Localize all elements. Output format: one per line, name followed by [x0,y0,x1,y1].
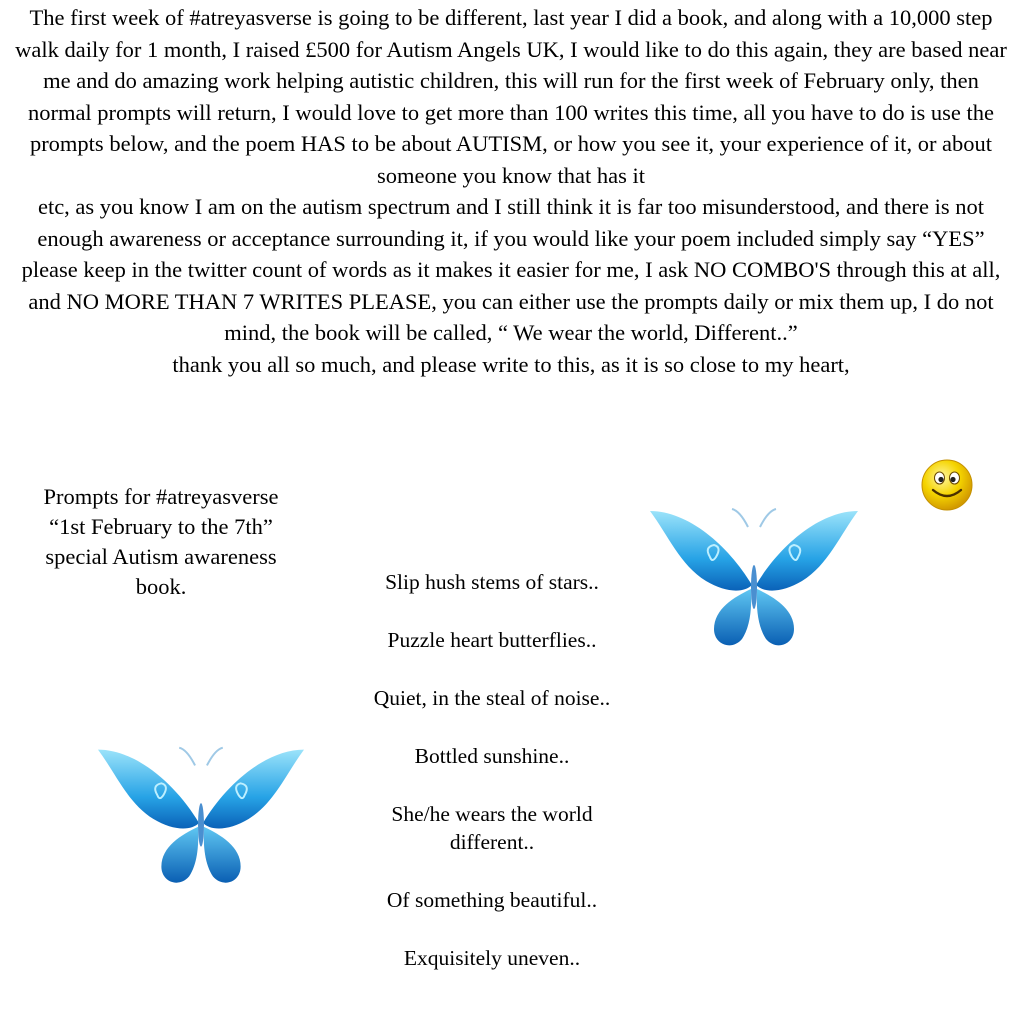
heading-line-3: special Autism awareness [45,544,277,569]
intro-text [14,2,1008,380]
intro-paragraph-3: thank you all so much, and please write to this, as it is so close to my heart, [172,351,850,377]
intro-paragraph-2: etc, as you know I am on the autism spectrum and I still think it is far too misunderstood, and there is not enough awareness or acceptance surrounding it, if you would like your poem included simply say “YES” please keep in the twitter count of words as it makes it easier for me, I ask NO COMBO'S through this at all, and NO MORE THAN 7 WRITES PLEASE, you can either use the prompts daily or mix them up, I do not mind, the book will be called, “ We wear the world, Different..” [21,194,1001,345]
prompt-item-6: Of something beautiful.. [386,888,598,912]
prompt-item-3: Quiet, in the steal of noise.. [373,686,611,710]
prompt-item-4: Bottled sunshine.. [414,744,570,768]
butterfly-icon [96,742,306,892]
heading-line-1: Prompts for #atreyasverse [43,484,279,509]
prompt-item-5: She/he wears the world different.. [391,802,593,854]
intro-paragraph-1: The first week of #atreyasverse is going to be different, last year I did a book, and along with a 10,000 step walk daily for 1 month, I raised £500 for Autism Angels UK, I would like to do this again, they are based near me and do amazing work helping autistic children, this will run for the first week of February only, then normal prompts will return, I would love to get more than 100 writes this time, all you have to do is use the prompts below, and the poem HAS to be about AUTISM, or how you see it, your experience of it, or about someone you know that has it [15,5,1007,188]
prompt-item-2: Puzzle heart butterflies.. [387,628,597,652]
butterfly-icon [648,505,860,653]
heading-line-2: “1st February to the 7th” [49,514,273,539]
prompt-item-7: Exquisitely uneven.. [403,946,581,970]
prompt-list [352,568,632,1002]
prompts-heading [14,482,308,602]
smiley-face-icon [920,458,974,512]
prompt-item-1: Slip hush stems of stars.. [385,570,599,594]
heading-line-4: book. [135,574,187,599]
